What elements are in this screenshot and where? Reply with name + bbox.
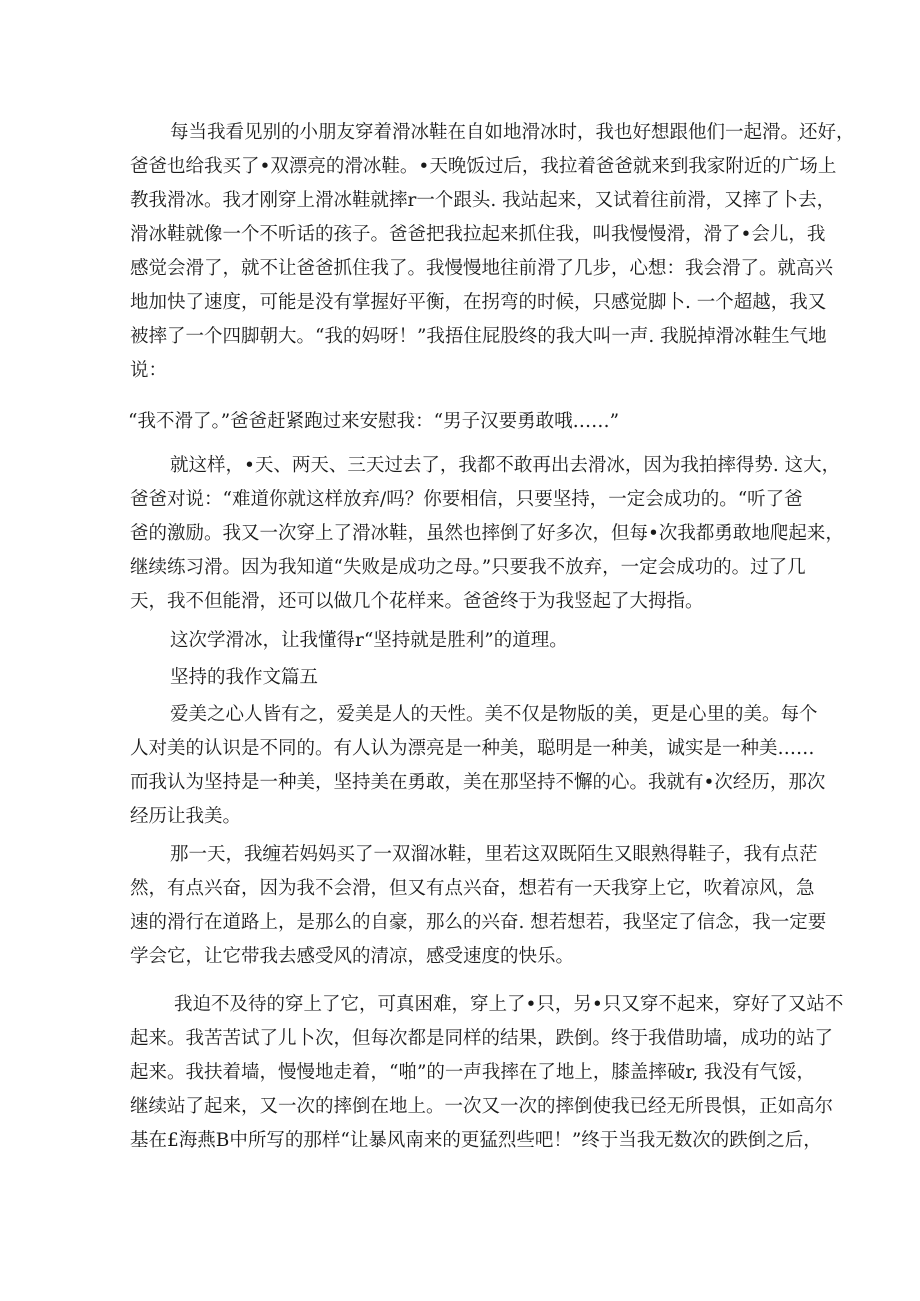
text-line: 天，我不但能滑，还可以做几个花样来。爸爸终于为我竖起了大拇指。 — [130, 591, 704, 612]
paragraph-2 — [130, 405, 780, 439]
text-line: “我不滑了。”爸爸赶紧跑过来安慰我：“男子汉要勇敢哦……” — [128, 411, 620, 432]
text-line: 起来。我苦苦试了儿卜次，但每次都是同样的结果，跌倒。终于我借助墙，成功的站了 — [130, 1028, 834, 1049]
text-line: 爸的激励。我又一次穿上了滑冰鞋，虽然也摔倒了好多次，但每•次我都勇敢地爬起来， — [130, 523, 844, 544]
text-line: 我迫不及待的穿上了它，可真困难，穿上了•只，另•只又穿不起来，穿好了又站不 — [174, 994, 844, 1015]
text-line: 被摔了一个四脚朝大。“我的妈呀！”我捂住屁股终的我大叫一声. 我脱掉滑冰鞋生气地 — [130, 326, 827, 347]
text-line: 而我认为坚持是一种美，坚持美在勇敢，美在那坚持不懈的心。我就有•次经历，那次 — [130, 772, 826, 793]
text-line: 基在£海燕B中所写的那样“让暴风南来的更猛烈些吧！”终于当我无数次的跌倒之后， — [130, 1130, 822, 1151]
text-line: 每当我看见别的小朋友穿着滑冰鞋在自如地滑冰时，我也好想跟他们一起滑。还好， — [170, 122, 855, 143]
text-line: 爱美之心人皆有之，爱美是人的天性。美不仅是物版的美，更是心里的美。每个 — [170, 704, 818, 725]
text-line: 起来。我扶着墙，慢慢地走着，“啪”的一声我摔在了地上，膝盖摔破r, 我没有气馁， — [130, 1062, 815, 1083]
paragraph-1 — [130, 116, 855, 388]
text-line: 爸爸也给我买了•双漂亮的滑冰鞋。•天晚饭过后，我拉着爸爸就来到我家附近的广场上 — [130, 156, 837, 177]
heading-text: 坚持的我作文篇五 — [170, 667, 319, 688]
text-line: 那一天，我缠若妈妈买了一双溜冰鞋，里若这双既陌生又眼熟得鞋子，我有点茫 — [170, 844, 818, 865]
paragraph-8 — [130, 988, 844, 1158]
text-line: 速的滑行在道路上，是那么的自豪，那么的兴奋. 想若想若，我坚定了信念，我一定要 — [130, 912, 827, 933]
text-line: 然，有点兴奋，因为我不会滑，但又有点兴奋，想若有一天我穿上它，吹着凉风，急 — [130, 878, 815, 899]
text-line: 感觉会滑了，就不让爸爸抓住我了。我慢慢地往前滑了几步，心想：我会滑了。就高兴 — [130, 258, 834, 279]
text-line: 学会它，让它带我去感受风的清凉，感受速度的快乐。 — [130, 946, 575, 967]
text-line: 经历让我美。 — [130, 806, 242, 827]
text-line: 这次学滑冰，让我懂得r“坚持就是胜利”的道理。 — [170, 630, 568, 651]
text-line: 就这样，•天、两天、三天过去了，我都不敢再出去滑冰，因为我拍摔得势. 这大， — [170, 455, 841, 476]
paragraph-3 — [130, 449, 844, 619]
text-line: 教我滑冰。我才刚穿上滑冰鞋就摔r一个跟头. 我站起来，又试着往前滑，又摔了卜去， — [130, 190, 836, 211]
text-line: 继续站了起来，又一次的摔倒在地上。一次又一次的摔倒使我已经无所畏惧，正如高尔 — [130, 1096, 834, 1117]
paragraph-7 — [130, 838, 827, 974]
text-line: 继续练习滑。因为我知道“失败是成功之母。”只要我不放弃，一定会成功的。过了几 — [130, 557, 806, 578]
section-heading — [130, 661, 780, 695]
paragraph-4 — [130, 624, 780, 658]
text-line: 滑冰鞋就像一个不听话的孩子。爸爸把我拉起来抓住我，叫我慢慢滑，滑了•会儿，我 — [130, 224, 826, 245]
text-line: 爸爸对说：“难道你就这样放弃/吗？你要相信，只要坚持，一定会成功的。“听了爸 — [130, 489, 803, 510]
text-line: 说： — [130, 360, 168, 381]
text-line: 人对美的认识是不同的。有人认为漂亮是一种美，聪明是一种美，诚实是一种美…… — [130, 738, 815, 759]
paragraph-6 — [130, 698, 826, 834]
text-line: 地加快了速度，可能是没有掌握好平衡，在拐弯的时候，只感觉脚卜. 一个超越，我又 — [130, 292, 827, 313]
